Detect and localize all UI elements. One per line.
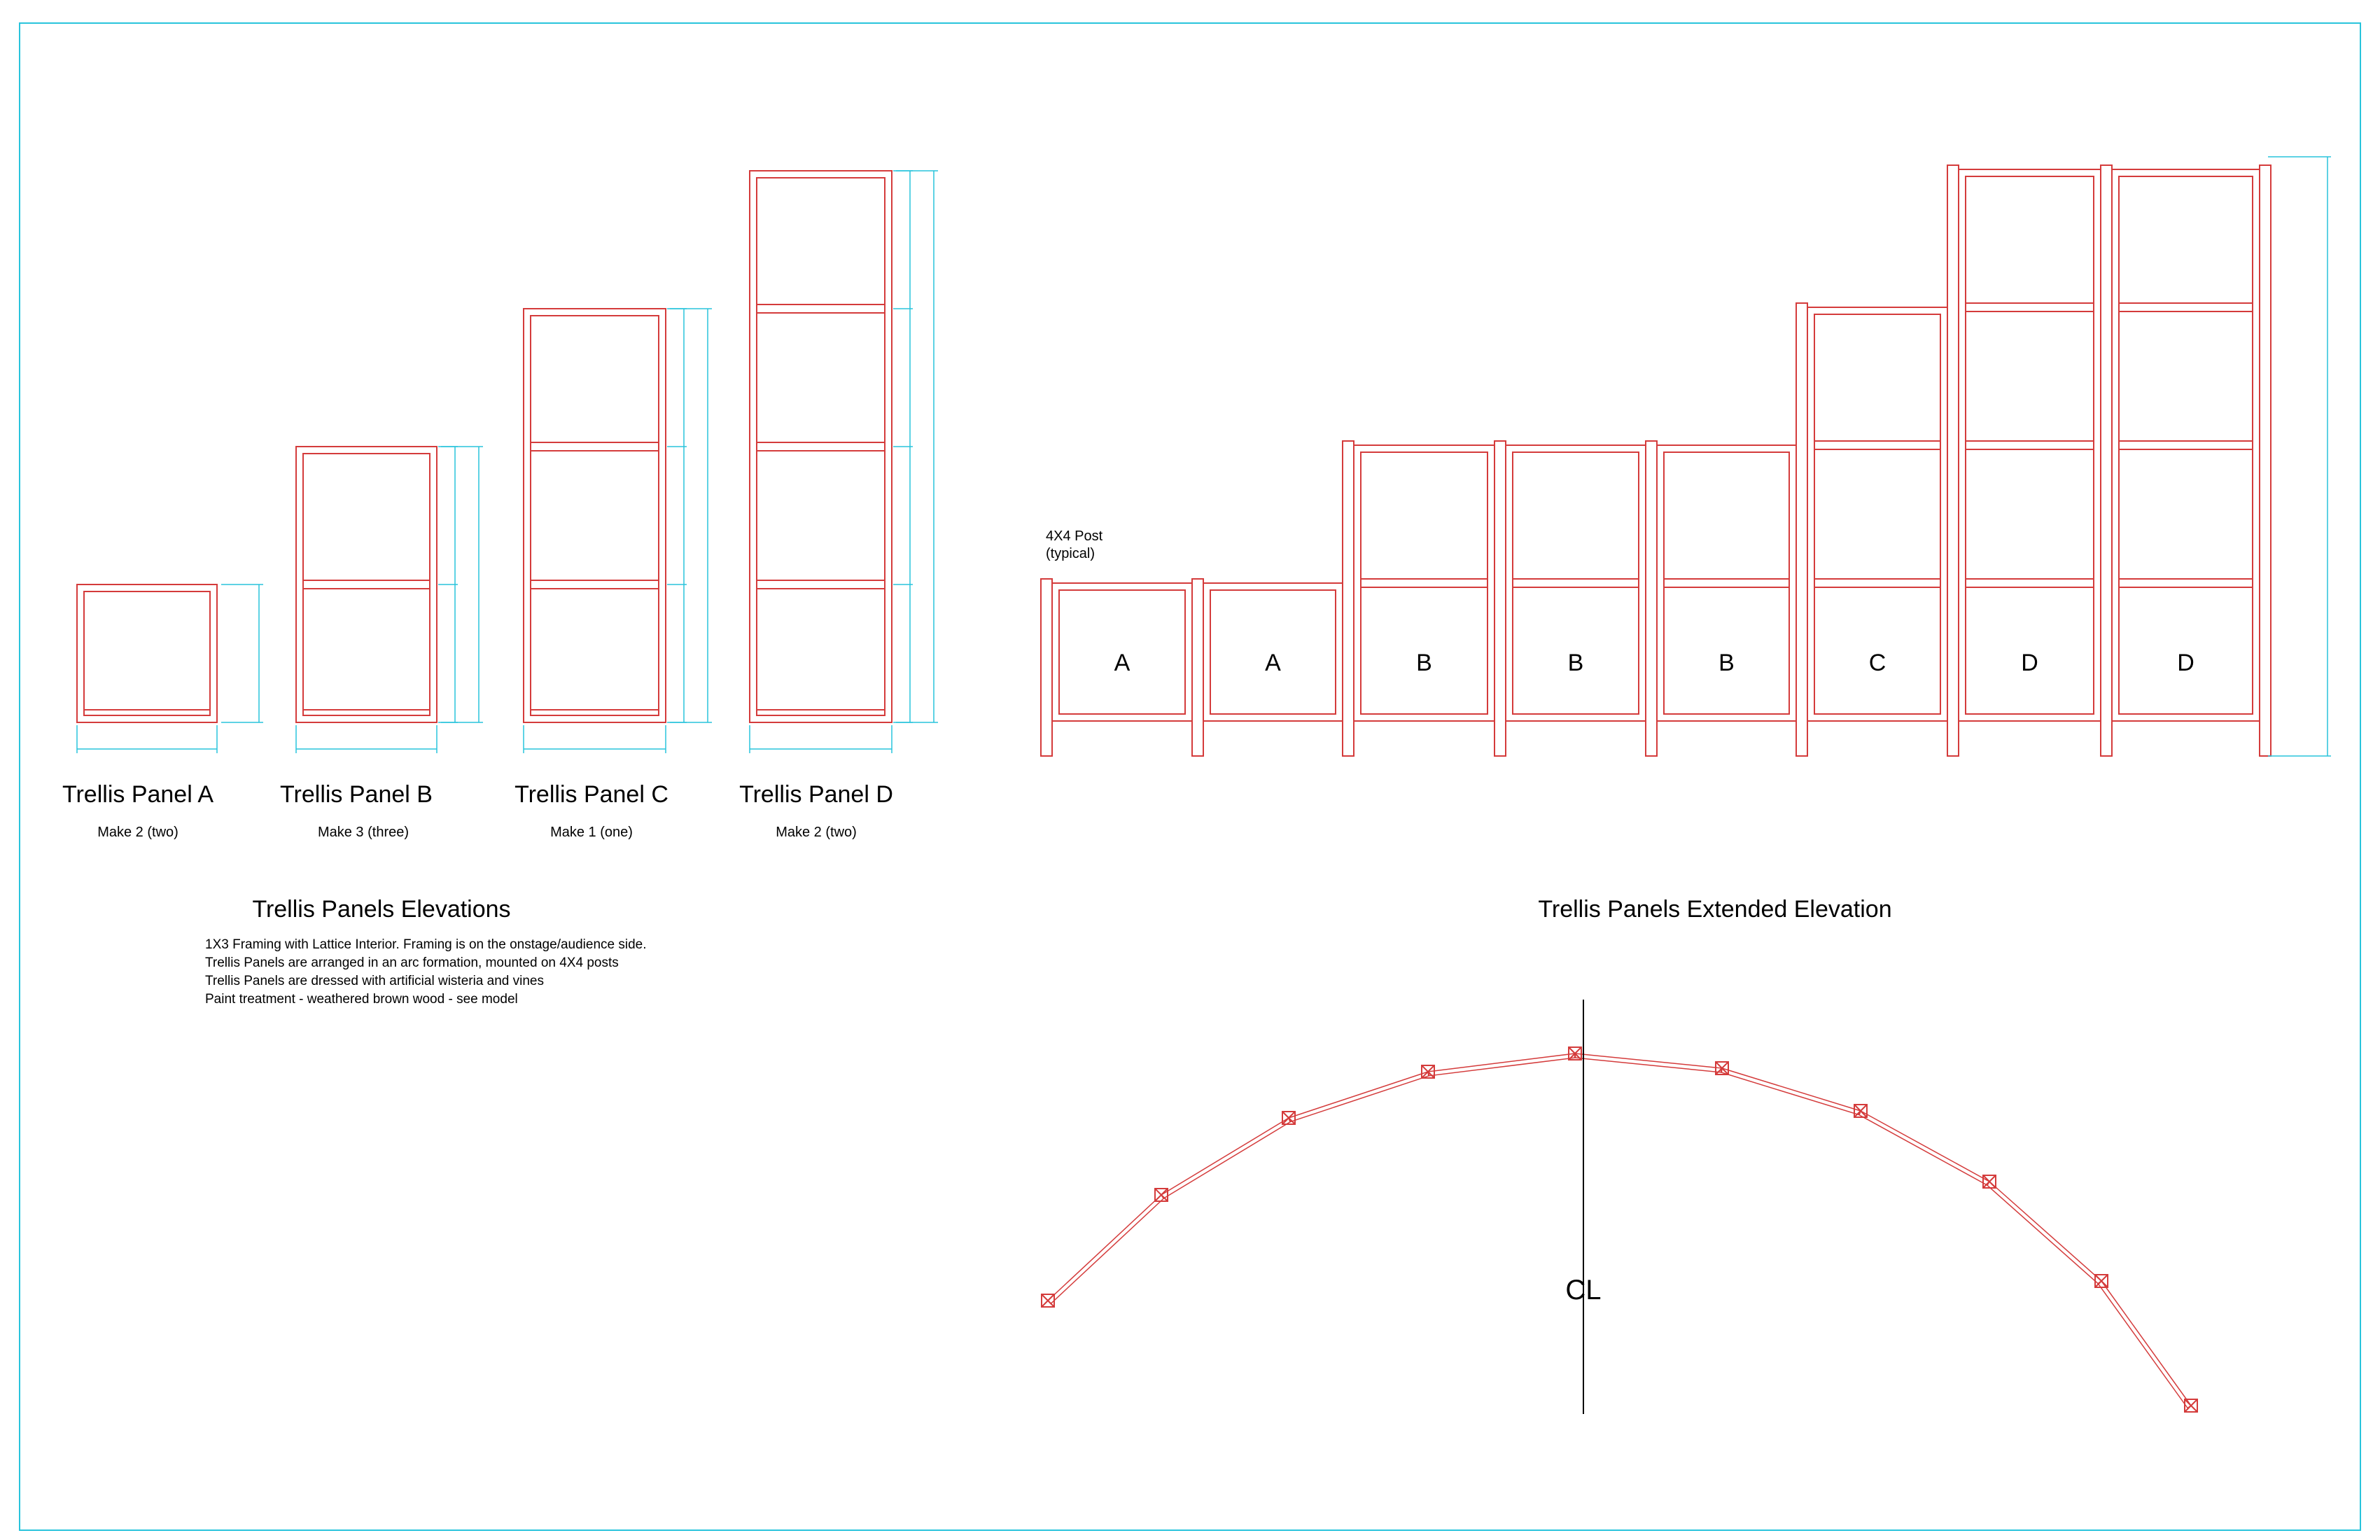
panel-outer-frame	[1354, 445, 1494, 721]
elevations-title: Trellis Panels Elevations	[252, 896, 511, 923]
panel-inner-frame	[1966, 176, 2094, 714]
panel-inner-frame	[757, 178, 885, 715]
plan-panel-segment	[1987, 1182, 2101, 1284]
panel-letter-label: B	[1416, 650, 1432, 676]
plan-panel-segment	[1289, 1072, 1429, 1122]
extended-panel-c	[1807, 307, 1947, 721]
plan-panel-segment	[1574, 1054, 1722, 1072]
panel-inner-frame	[2119, 176, 2253, 714]
panel-b-quantity: Make 3 (three)	[317, 825, 410, 840]
plan-post	[1042, 1294, 1054, 1307]
panel-outer-frame	[2112, 169, 2260, 721]
panel-letter-label: B	[1718, 650, 1735, 676]
extended-panel-b	[1657, 445, 1796, 721]
panel-d-quantity: Make 2 (two)	[776, 825, 857, 840]
note-line: Trellis Panels are arranged in an arc formation, mounted on 4X4 posts	[205, 955, 619, 970]
post-label-line-1: 4X4 Post	[1046, 528, 1103, 544]
plan-panel-segment	[1858, 1111, 1989, 1185]
sheet-border	[20, 23, 2360, 1530]
post-4x4	[1494, 441, 1506, 756]
extended-title: Trellis Panels Extended Elevation	[1538, 896, 1892, 923]
panel-inner-frame	[303, 454, 430, 715]
panel-b-title: Trellis Panel B	[280, 781, 433, 808]
post-4x4	[2101, 165, 2112, 756]
note-line: Paint treatment - weathered brown wood - see model	[205, 992, 518, 1007]
panel-letter-label: C	[1868, 650, 1886, 676]
panel-letter-label: D	[2177, 650, 2194, 676]
panel-d-elevation	[750, 171, 938, 753]
note-line: 1X3 Framing with Lattice Interior. Framing is on the onstage/audience side.	[205, 937, 647, 952]
panel-letter-label: B	[1567, 650, 1584, 676]
panel-a-elevation	[77, 584, 263, 753]
plan-panel-segment	[1428, 1054, 1576, 1076]
panel-outer-frame	[1959, 169, 2101, 721]
panel-c-title: Trellis Panel C	[514, 781, 668, 808]
panel-b-elevation	[296, 447, 483, 753]
panel-outer-frame	[1657, 445, 1796, 721]
panel-d-title: Trellis Panel D	[739, 781, 893, 808]
plan-post	[2095, 1275, 2108, 1287]
note-line: Trellis Panels are dressed with artificial wisteria and vines	[205, 974, 544, 988]
extended-panel-b	[1506, 445, 1646, 721]
post-4x4	[1343, 441, 1354, 756]
panel-elevations	[77, 171, 938, 753]
extended-panel-a	[1052, 583, 1192, 721]
post-4x4	[1646, 441, 1657, 756]
post-4x4	[1796, 303, 1807, 756]
panel-inner-frame	[84, 592, 210, 715]
panel-a-quantity: Make 2 (two)	[97, 825, 178, 840]
plan-panel-segment	[1721, 1068, 1861, 1115]
panel-dimensions	[524, 309, 712, 753]
panel-dimensions	[77, 584, 263, 753]
post-4x4	[1041, 579, 1052, 756]
panel-a-title: Trellis Panel A	[62, 781, 214, 808]
plan-panel-segment	[1048, 1195, 1164, 1303]
elevation-notes	[205, 937, 647, 1007]
post-4x4	[1192, 579, 1203, 756]
plan-arc	[1042, 1000, 2197, 1414]
extended-panel-a	[1203, 583, 1343, 721]
extended-elevation	[1041, 157, 2331, 756]
extended-panel-b	[1354, 445, 1494, 721]
plan-panel-segment	[1161, 1118, 1291, 1198]
plan-post	[1983, 1175, 1996, 1188]
panel-outer-frame	[296, 447, 437, 722]
panel-dimensions	[296, 447, 483, 753]
panel-outer-frame	[1506, 445, 1646, 721]
plan-panel-segment	[2098, 1281, 2191, 1408]
post-4x4	[2260, 165, 2271, 756]
plan-post	[1155, 1189, 1168, 1201]
panel-c-quantity: Make 1 (one)	[550, 825, 633, 840]
plan-post	[2185, 1399, 2197, 1412]
post-4x4	[1947, 165, 1959, 756]
panel-letter-label: A	[1114, 650, 1130, 676]
extended-panel-d	[1959, 169, 2101, 721]
centerline-label: CL	[1565, 1275, 1602, 1306]
panel-dimensions	[750, 171, 938, 753]
post-label-line-2: (typical)	[1046, 546, 1096, 561]
panel-c-elevation	[524, 309, 712, 753]
panel-outer-frame	[77, 584, 217, 722]
panel-outer-frame	[750, 171, 892, 722]
panel-letter-label: A	[1265, 650, 1281, 676]
panel-inner-frame	[531, 316, 659, 715]
panel-outer-frame	[524, 309, 666, 722]
extended-panel-d	[2112, 169, 2260, 721]
panel-letter-label: D	[2021, 650, 2038, 676]
panel-captions	[62, 781, 893, 840]
